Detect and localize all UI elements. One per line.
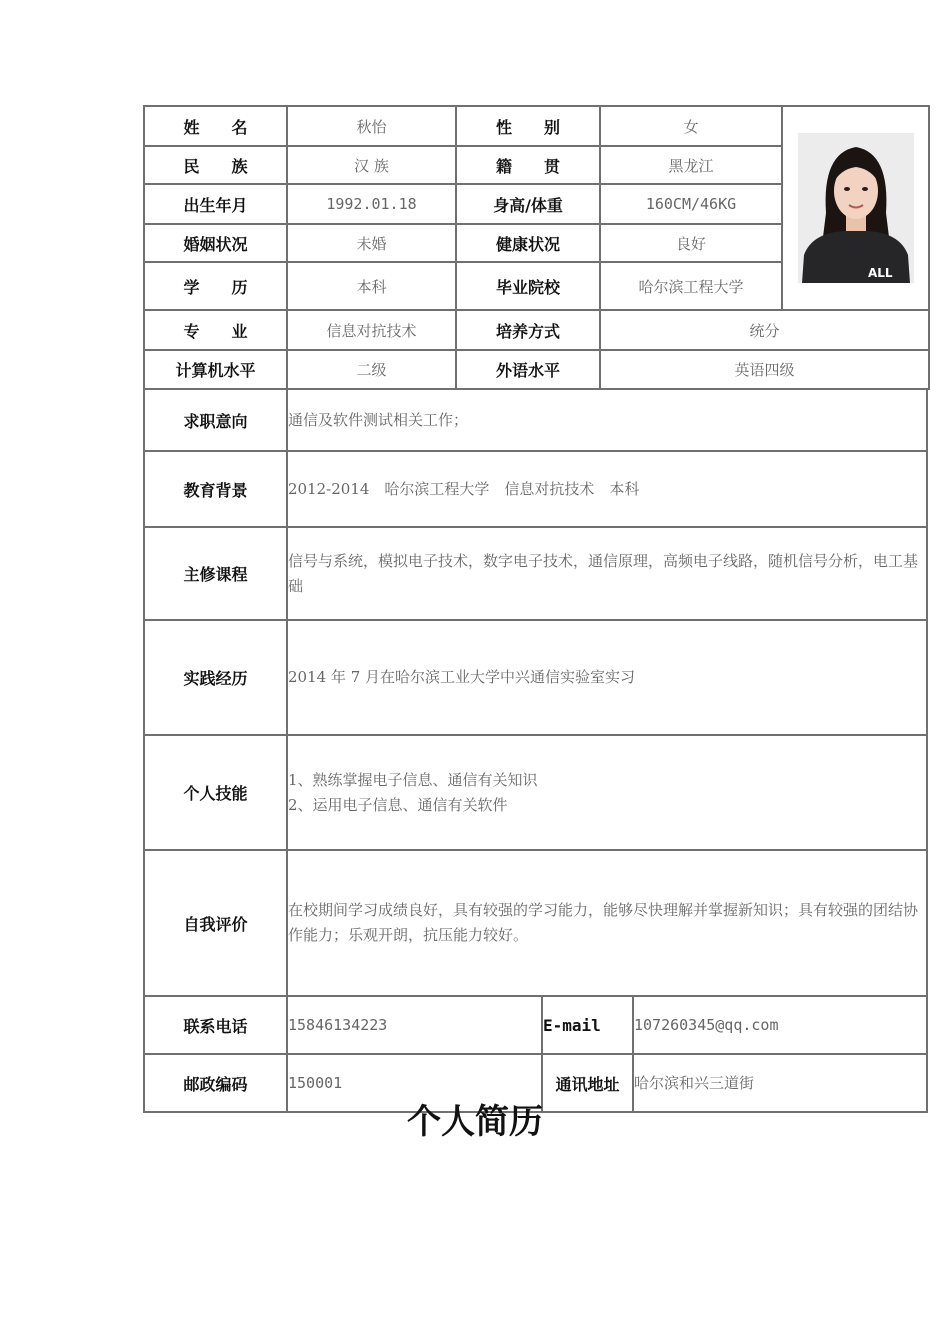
practice-value: 2014 年 7 月在哈尔滨工业大学中兴通信实验室实习 [287,620,927,735]
health-value: 良好 [600,224,782,262]
major-label: 专 业 [144,310,287,350]
hometown-label: 籍 贯 [456,146,600,184]
hometown-value: 黑龙江 [600,146,782,184]
profile-photo [798,133,914,283]
zip-value: 150001 [287,1054,542,1112]
photo-cell [782,106,929,310]
computer-value: 二级 [287,350,456,389]
address-value: 哈尔滨和兴三道街 [633,1054,927,1112]
document-title: 个人简历 [407,1102,543,1142]
marital-value: 未婚 [287,224,456,262]
skill-item: 1、熟练掌握电子信息、通信有关知识 [288,770,538,789]
email-label: E-mail [542,996,633,1054]
height-weight-value: 160CM/46KG [600,184,782,224]
phone-value: 15846134223 [287,996,542,1054]
email-value: 107260345@qq.com [633,996,927,1054]
gender-value: 女 [600,106,782,146]
gender-label: 性 别 [456,106,600,146]
edu-bg-label: 教育背景 [144,451,287,527]
objective-value: 通信及软件测试相关工作； [287,389,927,451]
height-weight-label: 身高/体重 [456,184,600,224]
major-value: 信息对抗技术 [287,310,456,350]
sections-table [143,388,928,997]
birth-label: 出生年月 [144,184,287,224]
shirt-text: ALL [867,266,893,280]
ethnicity-label: 民 族 [144,146,287,184]
practice-label: 实践经历 [144,620,287,735]
phone-label: 联系电话 [144,996,287,1054]
education-value: 本科 [287,262,456,310]
edu-bg-value: 2012-2014 哈尔滨工程大学 信息对抗技术 本科 [287,451,927,527]
ethnicity-value: 汉 族 [287,146,456,184]
objective-label: 求职意向 [144,389,287,451]
self-eval-value: 在校期间学习成绩良好，具有较强的学习能力，能够尽快理解并掌握新知识；具有较强的团结协作能力；乐观开朗，抗压能力较好。 [287,850,927,996]
zip-label: 邮政编码 [144,1054,287,1112]
portrait-illustration [798,133,914,283]
birth-value: 1992.01.18 [287,184,456,224]
language-value: 英语四级 [600,350,929,389]
skill-item: 2、运用电子信息、通信有关软件 [288,795,508,814]
self-eval-label: 自我评价 [144,850,287,996]
training-value: 统分 [600,310,929,350]
name-value: 秋怡 [287,106,456,146]
marital-label: 婚姻状况 [144,224,287,262]
skills-value [287,735,927,850]
computer-label: 计算机水平 [144,350,287,389]
address-label: 通讯地址 [542,1054,633,1112]
training-label: 培养方式 [456,310,600,350]
language-label: 外语水平 [456,350,600,389]
school-label: 毕业院校 [456,262,600,310]
basic-info-table [143,105,930,390]
education-label: 学 历 [144,262,287,310]
skills-label: 个人技能 [144,735,287,850]
courses-label: 主修课程 [144,527,287,620]
name-label: 姓 名 [144,106,287,146]
school-value: 哈尔滨工程大学 [600,262,782,310]
health-label: 健康状况 [456,224,600,262]
courses-value: 信号与系统，模拟电子技术，数字电子技术，通信原理，高频电子线路，随机信号分析，电工基础 [287,527,927,620]
resume-sheet [143,105,928,1113]
